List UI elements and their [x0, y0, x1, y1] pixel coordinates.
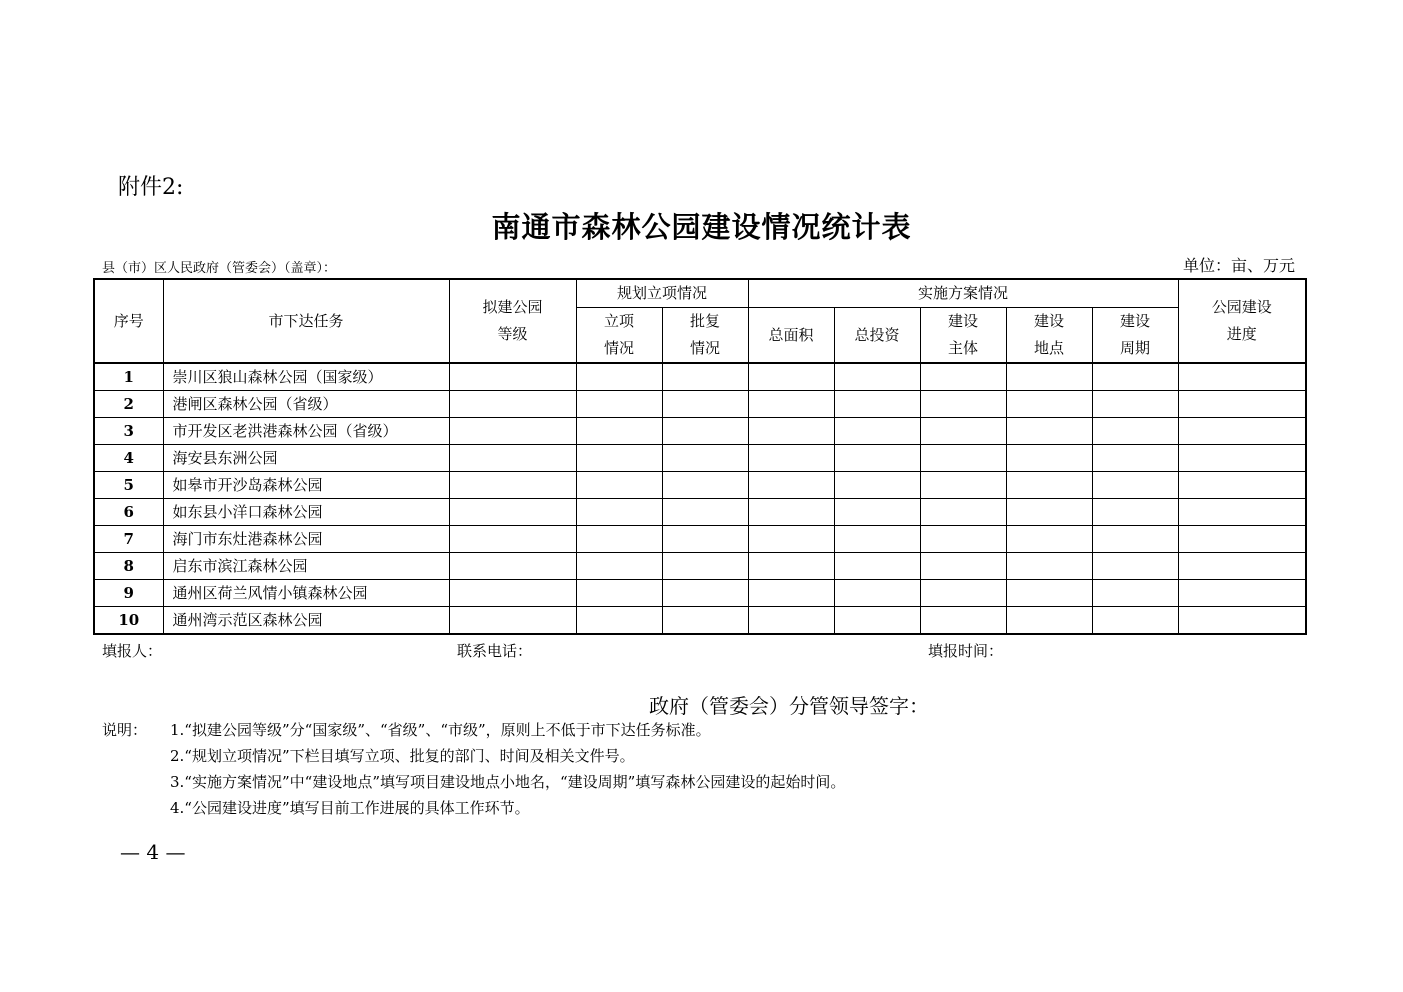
row-number: 5 — [94, 472, 163, 499]
empty-cell[interactable] — [1092, 553, 1178, 580]
empty-cell[interactable] — [920, 553, 1006, 580]
header-level-line1: 拟建公园 — [482, 298, 543, 316]
empty-cell[interactable] — [1092, 418, 1178, 445]
table-row — [94, 607, 1306, 635]
empty-cell[interactable] — [1178, 445, 1306, 472]
header-entity-line1: 建设 — [948, 312, 979, 330]
empty-cell[interactable] — [748, 526, 834, 553]
empty-cell[interactable] — [662, 553, 748, 580]
header-entity-line2: 主体 — [948, 339, 979, 357]
empty-cell[interactable] — [576, 418, 662, 445]
row-number: 8 — [94, 553, 163, 580]
empty-cell[interactable] — [1006, 363, 1092, 391]
leader-signature-label: 政府（管委会）分管领导签字： — [649, 694, 929, 718]
empty-cell[interactable] — [748, 418, 834, 445]
empty-cell[interactable] — [449, 526, 576, 553]
empty-cell[interactable] — [662, 499, 748, 526]
empty-cell[interactable] — [576, 472, 662, 499]
empty-cell[interactable] — [834, 553, 920, 580]
header-reply-line2: 情况 — [690, 339, 721, 357]
empty-cell[interactable] — [1178, 553, 1306, 580]
empty-cell[interactable] — [1006, 553, 1092, 580]
empty-cell[interactable] — [662, 526, 748, 553]
attachment-label: 附件2: — [118, 175, 184, 200]
empty-cell[interactable] — [920, 363, 1006, 391]
row-number: 4 — [94, 445, 163, 472]
empty-cell[interactable] — [834, 363, 920, 391]
empty-cell[interactable] — [662, 418, 748, 445]
statistics-table — [93, 278, 1307, 635]
header-approval-line1: 立项 — [603, 312, 634, 330]
table-row — [94, 445, 1306, 472]
table-row — [94, 526, 1306, 553]
empty-cell[interactable] — [834, 418, 920, 445]
empty-cell[interactable] — [662, 607, 748, 635]
empty-cell[interactable] — [748, 580, 834, 607]
table-row — [94, 580, 1306, 607]
empty-cell[interactable] — [449, 607, 576, 635]
row-task: 崇川区狼山森林公园（国家级） — [163, 363, 449, 391]
empty-cell[interactable] — [449, 553, 576, 580]
filler-label: 填报人： — [102, 642, 163, 660]
table-row — [94, 363, 1306, 391]
row-task: 海门市东灶港森林公园 — [163, 526, 449, 553]
empty-cell[interactable] — [662, 363, 748, 391]
empty-cell[interactable] — [662, 391, 748, 418]
header-approval-line2: 情况 — [603, 339, 634, 357]
empty-cell[interactable] — [1178, 526, 1306, 553]
empty-cell[interactable] — [834, 580, 920, 607]
empty-cell[interactable] — [576, 553, 662, 580]
empty-cell[interactable] — [834, 499, 920, 526]
empty-cell[interactable] — [576, 499, 662, 526]
empty-cell[interactable] — [449, 391, 576, 418]
row-task: 通州湾示范区森林公园 — [163, 607, 449, 635]
empty-cell[interactable] — [1178, 363, 1306, 391]
note-item: 1.“拟建公园等级”分“国家级”、“省级”、“市级”，原则上不低于市下达任务标准。 — [170, 721, 711, 739]
note-item: 2.“规划立项情况”下栏目填写立项、批复的部门、时间及相关文件号。 — [170, 747, 635, 765]
page-title: 南通市森林公园建设情况统计表 — [491, 210, 912, 244]
empty-cell[interactable] — [834, 445, 920, 472]
header-location-line2: 地点 — [1034, 339, 1065, 357]
header-period-line1: 建设 — [1120, 312, 1151, 330]
empty-cell[interactable] — [1092, 391, 1178, 418]
empty-cell[interactable] — [920, 499, 1006, 526]
empty-cell[interactable] — [662, 445, 748, 472]
header-progress-line1: 公园建设 — [1211, 298, 1272, 316]
empty-cell[interactable] — [449, 472, 576, 499]
empty-cell[interactable] — [576, 580, 662, 607]
note-item: 3.“实施方案情况”中“建设地点”填写项目建设地点小地名，“建设周期”填写森林公园建设的起始时间。 — [170, 773, 846, 791]
header-implementation: 实施方案情况 — [748, 279, 1178, 308]
empty-cell[interactable] — [1006, 607, 1092, 635]
empty-cell[interactable] — [1092, 472, 1178, 499]
empty-cell[interactable] — [1092, 607, 1178, 635]
table-row — [94, 553, 1306, 580]
empty-cell[interactable] — [449, 580, 576, 607]
empty-cell[interactable] — [1178, 418, 1306, 445]
row-task: 如皋市开沙岛森林公园 — [163, 472, 449, 499]
empty-cell[interactable] — [1006, 391, 1092, 418]
empty-cell[interactable] — [449, 418, 576, 445]
empty-cell[interactable] — [834, 607, 920, 635]
unit-label: 单位：亩、万元 — [1182, 256, 1295, 275]
header-reply — [662, 308, 748, 364]
empty-cell[interactable] — [920, 391, 1006, 418]
row-task: 如东县小洋口森林公园 — [163, 499, 449, 526]
header-level-line2: 等级 — [497, 325, 528, 343]
row-number: 10 — [94, 607, 163, 635]
table-body — [94, 363, 1306, 634]
phone-label: 联系电话： — [457, 642, 533, 660]
header-level — [449, 279, 576, 363]
header-approval — [576, 308, 662, 364]
empty-cell[interactable] — [920, 418, 1006, 445]
empty-cell[interactable] — [1092, 526, 1178, 553]
header-planning: 规划立项情况 — [576, 279, 748, 308]
empty-cell[interactable] — [576, 607, 662, 635]
header-progress — [1178, 279, 1306, 363]
row-task: 海安县东洲公园 — [163, 445, 449, 472]
empty-cell[interactable] — [748, 445, 834, 472]
table-row — [94, 391, 1306, 418]
notes-label: 说明： — [102, 721, 148, 739]
empty-cell[interactable] — [1092, 445, 1178, 472]
row-number: 6 — [94, 499, 163, 526]
header-period-line2: 周期 — [1120, 339, 1151, 357]
header-location-line1: 建设 — [1034, 312, 1065, 330]
empty-cell[interactable] — [1178, 607, 1306, 635]
row-number: 7 — [94, 526, 163, 553]
empty-cell[interactable] — [576, 363, 662, 391]
empty-cell[interactable] — [576, 526, 662, 553]
row-number: 2 — [94, 391, 163, 418]
empty-cell[interactable] — [1006, 580, 1092, 607]
empty-cell[interactable] — [920, 607, 1006, 635]
empty-cell[interactable] — [1092, 363, 1178, 391]
empty-cell[interactable] — [1092, 499, 1178, 526]
empty-cell[interactable] — [748, 607, 834, 635]
empty-cell[interactable] — [1006, 499, 1092, 526]
empty-cell[interactable] — [920, 580, 1006, 607]
empty-cell[interactable] — [449, 445, 576, 472]
page-number: — 4 — — [120, 840, 186, 864]
empty-cell[interactable] — [920, 445, 1006, 472]
header-area: 总面积 — [748, 308, 834, 364]
empty-cell[interactable] — [1178, 580, 1306, 607]
header-investment: 总投资 — [834, 308, 920, 364]
empty-cell[interactable] — [576, 391, 662, 418]
row-number: 9 — [94, 580, 163, 607]
empty-cell[interactable] — [1006, 526, 1092, 553]
empty-cell[interactable] — [834, 391, 920, 418]
row-number: 1 — [94, 363, 163, 391]
empty-cell[interactable] — [662, 472, 748, 499]
empty-cell[interactable] — [1178, 499, 1306, 526]
row-task: 通州区荷兰风情小镇森林公园 — [163, 580, 449, 607]
empty-cell[interactable] — [1178, 472, 1306, 499]
header-progress-line2: 进度 — [1226, 325, 1257, 343]
empty-cell[interactable] — [576, 445, 662, 472]
empty-cell[interactable] — [1006, 472, 1092, 499]
empty-cell[interactable] — [834, 526, 920, 553]
empty-cell[interactable] — [1092, 580, 1178, 607]
empty-cell[interactable] — [449, 363, 576, 391]
empty-cell[interactable] — [1006, 445, 1092, 472]
empty-cell[interactable] — [748, 472, 834, 499]
empty-cell[interactable] — [1006, 418, 1092, 445]
table-row — [94, 472, 1306, 499]
header-seq: 序号 — [94, 279, 163, 363]
table-row — [94, 418, 1306, 445]
empty-cell[interactable] — [748, 499, 834, 526]
table-row — [94, 499, 1306, 526]
empty-cell[interactable] — [920, 472, 1006, 499]
header-entity — [920, 308, 1006, 364]
row-number: 3 — [94, 418, 163, 445]
header-location — [1006, 308, 1092, 364]
row-task: 启东市滨江森林公园 — [163, 553, 449, 580]
empty-cell[interactable] — [748, 553, 834, 580]
county-seal-label: 县（市）区人民政府（管委会）（盖章）： — [102, 261, 337, 276]
empty-cell[interactable] — [662, 580, 748, 607]
empty-cell[interactable] — [834, 472, 920, 499]
empty-cell[interactable] — [748, 363, 834, 391]
note-item: 4.“公园建设进度”填写目前工作进展的具体工作环节。 — [170, 799, 530, 817]
header-reply-line1: 批复 — [690, 312, 721, 330]
header-period — [1092, 308, 1178, 364]
fill-time-label: 填报时间： — [928, 642, 1004, 660]
empty-cell[interactable] — [1178, 391, 1306, 418]
row-task: 港闸区森林公园（省级） — [163, 391, 449, 418]
empty-cell[interactable] — [449, 499, 576, 526]
header-task: 市下达任务 — [163, 279, 449, 363]
row-task: 市开发区老洪港森林公园（省级） — [163, 418, 449, 445]
empty-cell[interactable] — [748, 391, 834, 418]
empty-cell[interactable] — [920, 526, 1006, 553]
